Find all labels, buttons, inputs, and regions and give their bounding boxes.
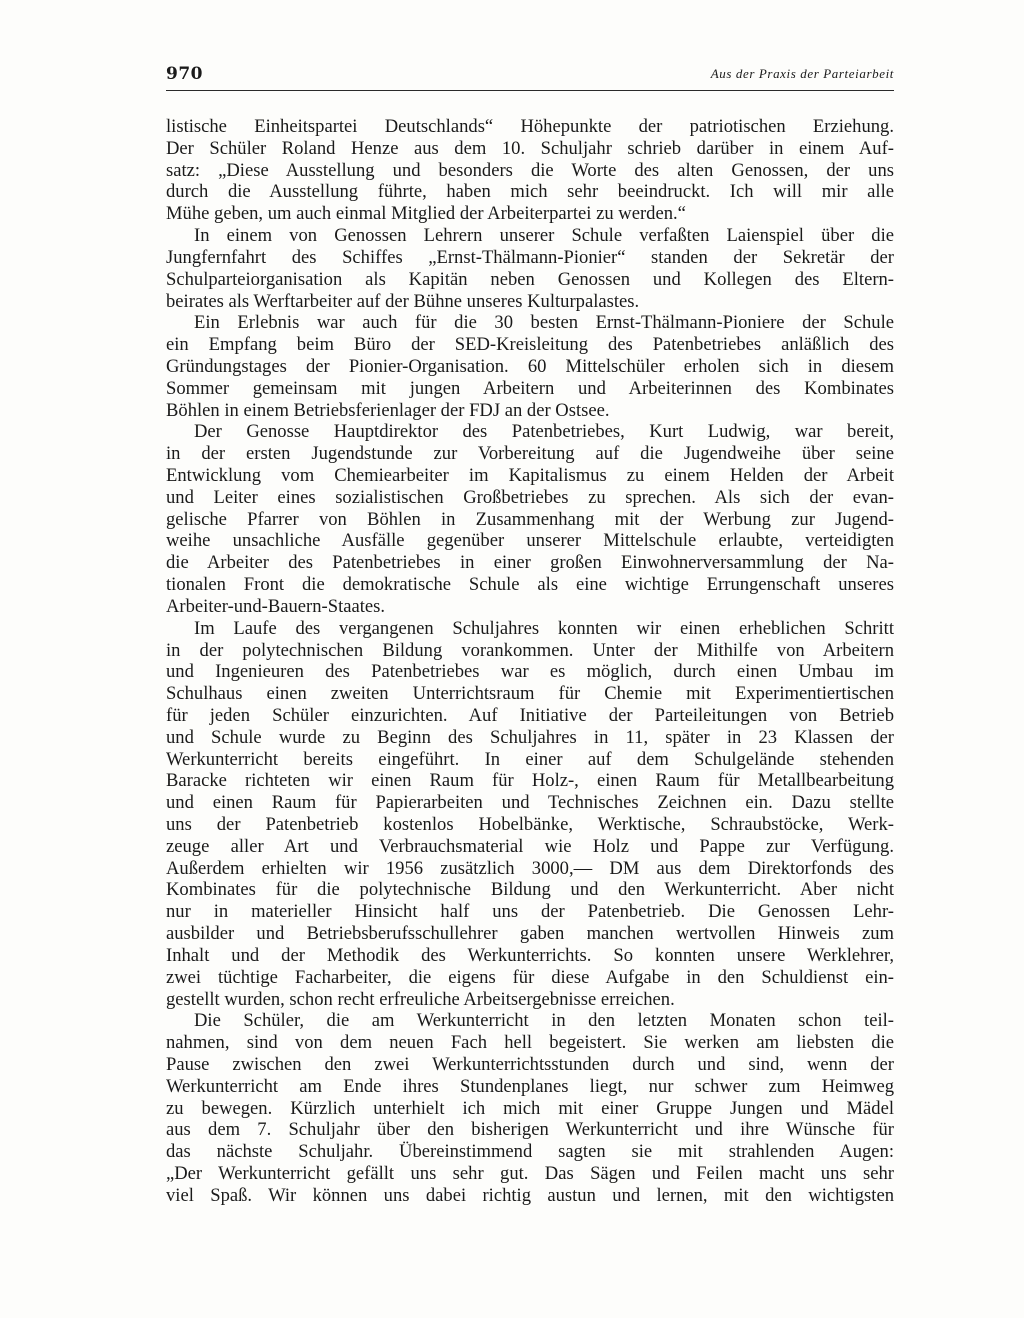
text-line: Werkunterricht bereits eingeführt. In einer auf dem Schulgelände stehenden	[166, 748, 894, 770]
text-line: zwei tüchtige Facharbeiter, die eigens für diese Aufgabe in den Schuldienst ein-	[166, 966, 894, 988]
text-line: Im Laufe des vergangenen Schuljahres konnten wir einen erheblichen Schritt	[194, 617, 894, 639]
text-line: Schulhaus einen zweiten Unterrichtsraum für Chemie mit Experimentiertischen	[166, 683, 894, 705]
text-line: und Ingenieuren des Patenbetriebes war es möglich, durch einen Umbau im	[166, 661, 894, 683]
text-line: viel Spaß. Wir können uns dabei richtig austun und lernen, mit den wichtigsten	[166, 1184, 894, 1206]
paragraph	[166, 421, 894, 617]
text-line: uns der Patenbetrieb kostenlos Hobelbänke, Werktische, Schraubstöcke, Werk-	[166, 814, 894, 835]
text-line: für jeden Schüler einzurichten. Auf Initiative der Parteileitungen von Betrieb	[166, 704, 894, 726]
body-text	[166, 116, 894, 1207]
text-line: gestellt wurden, schon recht erfreuliche Arbeitsergebnisse erreichen.	[166, 988, 675, 1010]
text-line: Werkunterricht am Ende ihres Stundenplanes liegt, nur schwer zum Heimweg	[166, 1075, 894, 1097]
text-line: Sommer gemeinsam mit jungen Arbeitern und Arbeiterinnen des Kombinates	[166, 377, 894, 399]
text-line: Pause zwischen den zwei Werkunterrichtsstunden durch und sind, wenn der	[166, 1053, 894, 1075]
paragraph	[166, 225, 894, 312]
text-line: aus dem 7. Schuljahr über den bisherigen Werkunterricht und ihre Wünsche für	[166, 1119, 894, 1141]
text-line: Ein Erlebnis war auch für die 30 besten Ernst-Thälmann-Pioniere der Schule	[194, 312, 894, 334]
paragraph	[166, 1010, 894, 1206]
text-line: „Der Werkunterricht gefällt uns sehr gut. Das Sägen und Feilen macht uns sehr	[166, 1163, 894, 1184]
text-line: Mühe geben, um auch einmal Mitglied der Arbeiterpartei zu werden.“	[166, 203, 686, 225]
text-line: tionalen Front die demokratische Schule als eine wichtige Errungenschaft unseres	[166, 574, 894, 596]
paragraph	[166, 116, 894, 225]
text-line: Die Schüler, die am Werkunterricht in den letzten Monaten schon teil-	[194, 1010, 894, 1032]
text-line: satz: „Diese Ausstellung und besonders die Worte des alten Genossen, der uns	[166, 159, 894, 181]
text-line: zeuge aller Art und Verbrauchsmaterial wie Holz und Pappe zur Verfügung.	[166, 835, 894, 857]
text-line: Der Genosse Hauptdirektor des Patenbetriebes, Kurt Ludwig, war bereit,	[194, 421, 894, 443]
text-line: die Arbeiter des Patenbetriebes in einer großen Einwohnerversammlung der Na-	[166, 552, 894, 574]
text-line: Der Schüler Roland Henze aus dem 10. Schuljahr schrieb darüber in einem Auf-	[166, 137, 894, 159]
text-line: und Schule wurde zu Beginn des Schuljahres in 11, später in 23 Klassen der	[166, 726, 894, 748]
text-line: In einem von Genossen Lehrern unserer Schule verfaßten Laienspiel über die	[194, 225, 894, 247]
text-line: zu bewegen. Kürzlich unterhielt ich mich mit einer Gruppe Jungen und Mädel	[166, 1097, 894, 1119]
text-line: Außerdem erhielten wir 1956 zusätzlich 3000,— DM aus dem Direktorfonds des	[166, 857, 894, 879]
text-line: das nächste Schuljahr. Übereinstimmend sagten sie mit strahlenden Augen:	[166, 1141, 894, 1163]
text-line: Kombinates für die polytechnische Bildung und den Werkunterricht. Aber nicht	[166, 879, 894, 901]
text-line: Baracke richteten wir einen Raum für Holz-, einen Raum für Metallbearbeitung	[166, 770, 894, 792]
text-line: Gründungstages der Pionier-Organisation. 60 Mittelschüler erholen sich in diesem	[166, 355, 894, 377]
paragraph	[166, 618, 894, 1011]
text-line: nur in materieller Hinsicht half uns der Patenbetrieb. Die Genossen Lehr-	[166, 901, 894, 923]
text-line: durch die Ausstellung führte, haben mich sehr beeindruckt. Ich will mir alle	[166, 181, 894, 203]
text-line: ausbilder und Betriebsberufsschullehrer gaben manchen wertvollen Hinweis zum	[166, 923, 894, 945]
text-line: Schulparteiorganisation als Kapitän neben Genossen und Kollegen des Eltern-	[166, 268, 894, 290]
running-head: Aus der Praxis der Parteiarbeit	[710, 66, 894, 81]
text-line: und Leiter eines sozialistischen Großbetriebes zu sprechen. Als sich der evan-	[166, 486, 894, 508]
text-line: ein Empfang beim Büro der SED-Kreisleitung des Patenbetriebes anläßlich des	[166, 334, 894, 356]
page-header	[166, 62, 894, 91]
paragraph	[166, 312, 894, 421]
text-line: nahmen, sind von dem neuen Fach hell begeistert. Sie werken am liebsten die	[166, 1032, 894, 1054]
text-line: listische Einheitspartei Deutschlands“ Höhepunkte der patriotischen Erziehung.	[166, 116, 894, 137]
text-line: Entwicklung vom Chemiearbeiter im Kapitalismus zu einem Helden der Arbeit	[166, 465, 894, 486]
text-line: weihe unsachliche Ausfälle gegenüber unserer Mittelschule erlaubte, verteidigten	[166, 530, 894, 552]
text-line: in der polytechnischen Bildung vorankommen. Unter der Mithilfe von Arbeitern	[166, 639, 894, 661]
text-line: gelische Pfarrer von Böhlen in Zusammenhang mit der Werbung zur Jugend-	[166, 508, 894, 530]
text-line: und einen Raum für Papierarbeiten und Technisches Zeichnen ein. Dazu stellte	[166, 792, 894, 814]
text-line: Arbeiter-und-Bauern-Staates.	[166, 595, 386, 617]
text-line: Inhalt und der Methodik des Werkunterrichts. So konnten unsere Werklehrer,	[166, 944, 894, 966]
text-line: beirates als Werftarbeiter auf der Bühne unseres Kulturpalastes.	[166, 290, 640, 312]
text-line: Jungfernfahrt des Schiffes „Ernst-Thälmann-Pionier“ standen der Sekretär der	[166, 246, 894, 268]
text-line: in der ersten Jugendstunde zur Vorbereitung auf die Jugendweihe über seine	[166, 443, 894, 465]
text-line: Böhlen in einem Betriebsferienlager der FDJ an der Ostsee.	[166, 399, 610, 421]
page-number: 970	[166, 64, 203, 84]
